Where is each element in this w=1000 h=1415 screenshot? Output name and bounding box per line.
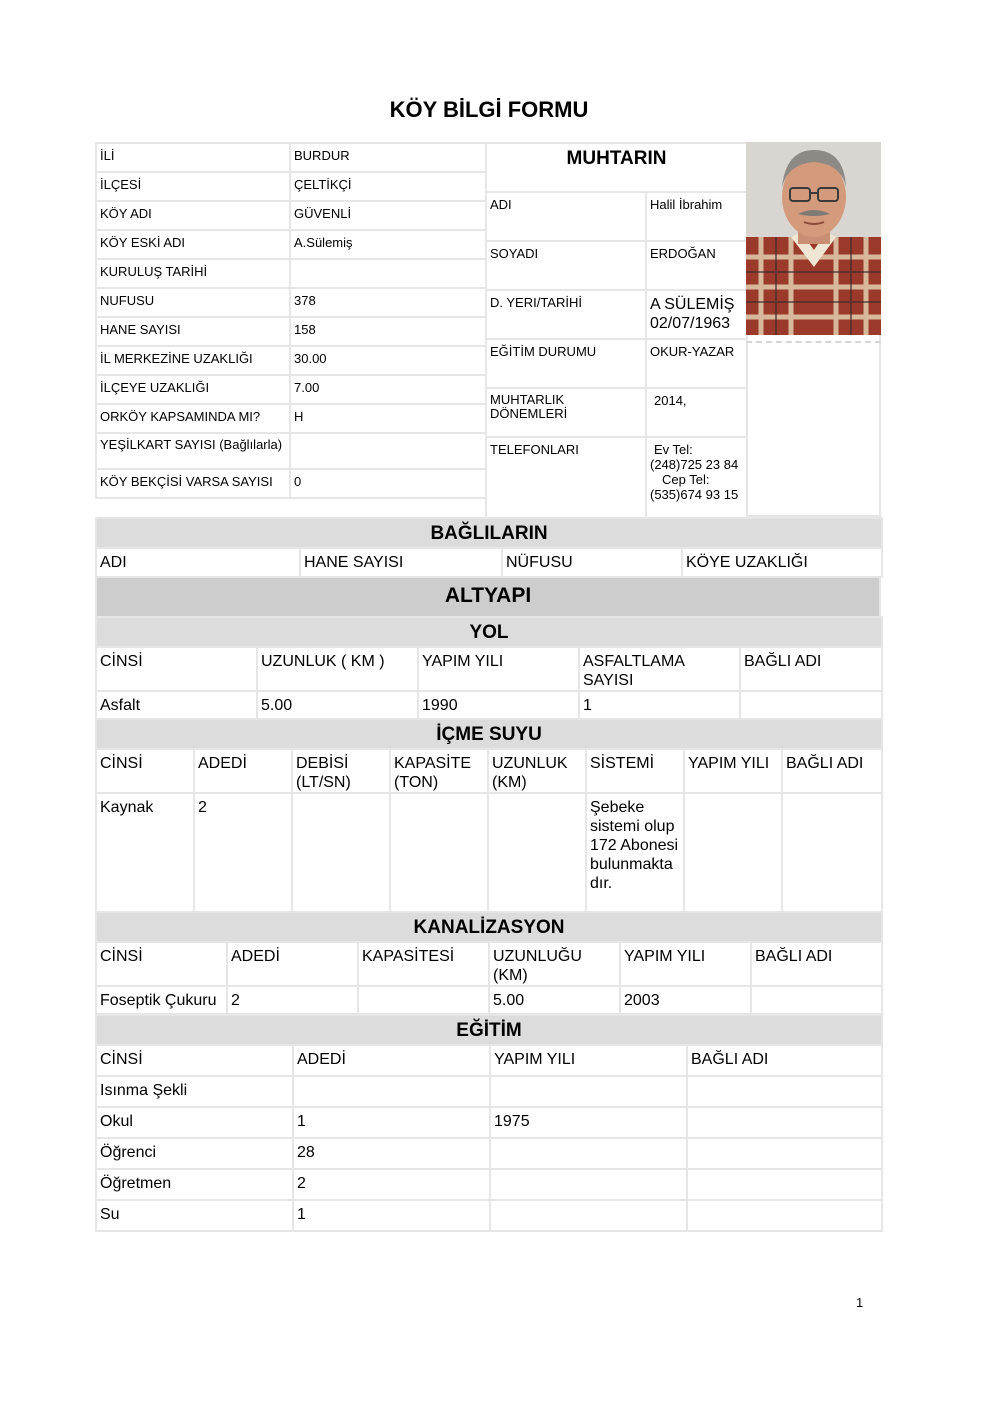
kanalizasyon-heading: KANALİZASYON [96, 912, 882, 942]
egitim-cell [491, 1077, 686, 1081]
yol-col-header: BAĞLI ADI [744, 653, 822, 670]
icme-suyu-cell [489, 794, 585, 798]
egitim-cell [491, 1139, 686, 1143]
koy-info-label: KÖY ADI [100, 206, 152, 221]
koy-info-value [291, 260, 485, 264]
koy-info-row [96, 469, 486, 498]
yol-cell: 1 [583, 697, 592, 714]
kanalizasyon-table [95, 911, 883, 1015]
koy-info-value: 158 [294, 322, 316, 337]
photo-dash-line [746, 341, 881, 343]
icme-suyu-row [96, 793, 882, 912]
egitim-col-header: YAPIM YILI [494, 1051, 576, 1068]
page-title: KÖY BİLGİ FORMU [389, 97, 589, 122]
muhtar-dogum-yeri: A SÜLEMİŞ [650, 296, 735, 313]
icme-suyu-cell [293, 794, 389, 798]
icme-suyu-cell [391, 794, 487, 798]
koy-info-row [96, 259, 486, 288]
baglilar-heading: BAĞLILARIN [96, 518, 882, 548]
muhtar-soyadi-label: SOYADI [490, 246, 539, 261]
koy-info-row [96, 375, 486, 404]
koy-info-label: İLÇEYE UZAKLIĞI [100, 380, 210, 395]
muhtar-egitim: OKUR-YAZAR [650, 344, 735, 359]
koy-info-label: KÖY BEKÇİSİ VARSA SAYISI [100, 474, 273, 489]
koy-info-row [96, 288, 486, 317]
egitim-row [96, 1076, 882, 1107]
baglilar-col-uzaklik: KÖYE UZAKLIĞI [686, 554, 808, 571]
yol-row [96, 691, 882, 719]
egitim-cell [688, 1108, 881, 1112]
icme-suyu-cell: Kaynak [100, 799, 154, 816]
koy-info-label: ORKÖY KAPSAMINDA MI? [100, 409, 261, 424]
koy-info-value: A.Sülemiş [294, 235, 353, 250]
egitim-cell: Öğretmen [100, 1175, 172, 1192]
egitim-cell: 2 [297, 1175, 306, 1192]
koy-info-value: 0 [294, 474, 302, 489]
egitim-cell [688, 1077, 881, 1081]
koy-info-row [96, 230, 486, 259]
yol-col-header: CİNSİ [100, 653, 143, 670]
kanalizasyon-cell: 5.00 [493, 992, 525, 1009]
kanalizasyon-cell: Foseptik Çukuru [100, 992, 217, 1009]
icme-suyu-table [95, 718, 883, 913]
icme-suyu-col-header: UZUNLUK (KM) [492, 755, 568, 791]
muhtar-adi-label: ADI [490, 197, 512, 212]
baglilar-col-hane: HANE SAYISI [304, 554, 404, 571]
yol-col-header: UZUNLUK ( KM ) [261, 653, 385, 670]
muhtar-table [485, 142, 748, 520]
muhtar-adi: Halil İbrahim [650, 197, 723, 212]
yol-col-header: YAPIM YILI [422, 653, 504, 670]
muhtar-egitim-label: EĞİTİM DURUMU [490, 344, 597, 359]
koy-info-label: HANE SAYISI [100, 322, 181, 337]
kanalizasyon-row [96, 986, 882, 1014]
kanalizasyon-col-header: UZUNLUĞU (KM) [493, 948, 582, 984]
egitim-col-header: ADEDİ [297, 1051, 346, 1068]
egitim-cell: 1 [297, 1113, 306, 1130]
ev-tel-label: Ev Tel: [654, 442, 693, 457]
koy-info-row [96, 143, 486, 172]
koy-info-row [96, 404, 486, 433]
egitim-col-header: BAĞLI ADI [691, 1051, 769, 1068]
kanalizasyon-cell: 2 [231, 992, 240, 1009]
koy-info-value [291, 434, 485, 438]
icme-suyu-col-header: DEBİSİ (LT/SN) [296, 755, 351, 791]
koy-info-value: ÇELTİKÇİ [294, 177, 352, 192]
egitim-cell: 28 [297, 1144, 315, 1161]
koy-info-label: İLİ [100, 148, 115, 163]
egitim-table [95, 1014, 883, 1232]
koy-info-row [96, 346, 486, 375]
koy-info-value: 378 [294, 293, 316, 308]
altyapi-heading-table [95, 576, 881, 618]
kanalizasyon-cell: 2003 [624, 992, 660, 1009]
egitim-cell: 1 [297, 1206, 306, 1223]
koy-info-row [96, 201, 486, 230]
icme-suyu-col-header: BAĞLI ADI [786, 755, 864, 772]
egitim-cell [688, 1170, 881, 1174]
kanalizasyon-col-header: BAĞLI ADI [755, 948, 833, 965]
koy-info-label: KÖY ESKİ ADI [100, 235, 186, 250]
koy-info-row [96, 433, 486, 469]
egitim-cell: Su [100, 1206, 120, 1223]
cep-tel-label: Cep Tel: [662, 472, 710, 487]
icme-suyu-cell [783, 794, 881, 798]
yol-cell: Asfalt [100, 697, 141, 714]
muhtar-soyadi: ERDOĞAN [650, 246, 716, 261]
egitim-cell [294, 1077, 489, 1081]
baglilar-col-nufus: NÜFUSU [506, 554, 573, 571]
egitim-cell: Okul [100, 1113, 133, 1130]
koy-info-label: İLÇESİ [100, 177, 142, 192]
egitim-cell: 1975 [494, 1113, 530, 1130]
kanalizasyon-col-header: YAPIM YILI [624, 948, 706, 965]
yol-cell: 1990 [422, 697, 458, 714]
yol-cell [741, 692, 881, 696]
icme-suyu-col-header: SİSTEMİ [590, 755, 655, 772]
koy-info-value: BURDUR [294, 148, 350, 163]
egitim-cell [688, 1201, 881, 1205]
koy-info-value: H [294, 409, 304, 424]
icme-suyu-col-header: YAPIM YILI [688, 755, 770, 772]
egitim-row [96, 1169, 882, 1200]
icme-suyu-cell: Şebeke sistemi olup 172 Abonesi bulunmakta dır. [590, 799, 679, 892]
page-number: 1 [856, 1295, 864, 1310]
cep-tel-value: (535)674 93 15 [650, 487, 739, 502]
koy-info-label: YEŞİLKART SAYISI (Bağlılarla) [100, 437, 283, 452]
muhtar-donem-label: MUHTARLIK DÖNEMLERİ [490, 392, 568, 421]
kanalizasyon-col-header: KAPASİTESİ [362, 948, 455, 965]
koy-info-value: 7.00 [294, 380, 320, 395]
koy-info-label: NUFUSU [100, 293, 155, 308]
baglilar-col-adi: ADI [100, 554, 127, 571]
icme-suyu-heading: İÇME SUYU [96, 719, 882, 749]
kanalizasyon-cell [752, 987, 881, 991]
kanalizasyon-col-header: CİNSİ [100, 948, 143, 965]
koy-info-row [96, 317, 486, 346]
egitim-cell: Isınma Şekli [100, 1082, 188, 1099]
baglilar-table [95, 517, 883, 578]
egitim-row [96, 1107, 882, 1138]
muhtar-telefon-label: TELEFONLARI [490, 442, 579, 457]
kanalizasyon-col-header: ADEDİ [231, 948, 280, 965]
egitim-row [96, 1138, 882, 1169]
ev-tel-value: (248)725 23 84 [650, 457, 739, 472]
koy-info-table [95, 142, 487, 520]
egitim-col-header: CİNSİ [100, 1051, 143, 1068]
yol-col-header: ASFALTLAMA SAYISI [583, 653, 685, 689]
egitim-cell [688, 1139, 881, 1143]
egitim-heading: EĞİTİM [96, 1015, 882, 1045]
egitim-cell [491, 1201, 686, 1205]
altyapi-heading: ALTYAPI [96, 577, 880, 617]
muhtar-heading: MUHTARIN [486, 143, 747, 192]
yol-heading: YOL [96, 617, 882, 647]
muhtar-photo [746, 142, 881, 335]
koy-info-row [96, 172, 486, 201]
icme-suyu-col-header: KAPASİTE (TON) [394, 755, 472, 791]
muhtar-donem: 2014, [654, 393, 687, 408]
koy-info-label: KURULUŞ TARİHİ [100, 264, 208, 279]
egitim-cell [491, 1170, 686, 1174]
koy-info-value: GÜVENLİ [294, 206, 352, 221]
egitim-row [96, 1200, 882, 1231]
icme-suyu-col-header: CİNSİ [100, 755, 143, 772]
muhtar-dogum-label: D. YERI/TARİHİ [490, 295, 582, 310]
kanalizasyon-cell [359, 987, 488, 991]
muhtar-dogum-tarihi: 02/07/1963 [650, 315, 731, 332]
egitim-cell: Öğrenci [100, 1144, 157, 1161]
icme-suyu-cell: 2 [198, 799, 207, 816]
icme-suyu-col-header: ADEDİ [198, 755, 247, 772]
koy-info-value: 30.00 [294, 351, 327, 366]
yol-cell: 5.00 [261, 697, 293, 714]
koy-info-label: İL MERKEZİNE UZAKLIĞI [100, 351, 253, 366]
icme-suyu-cell [685, 794, 781, 798]
yol-table [95, 616, 883, 720]
